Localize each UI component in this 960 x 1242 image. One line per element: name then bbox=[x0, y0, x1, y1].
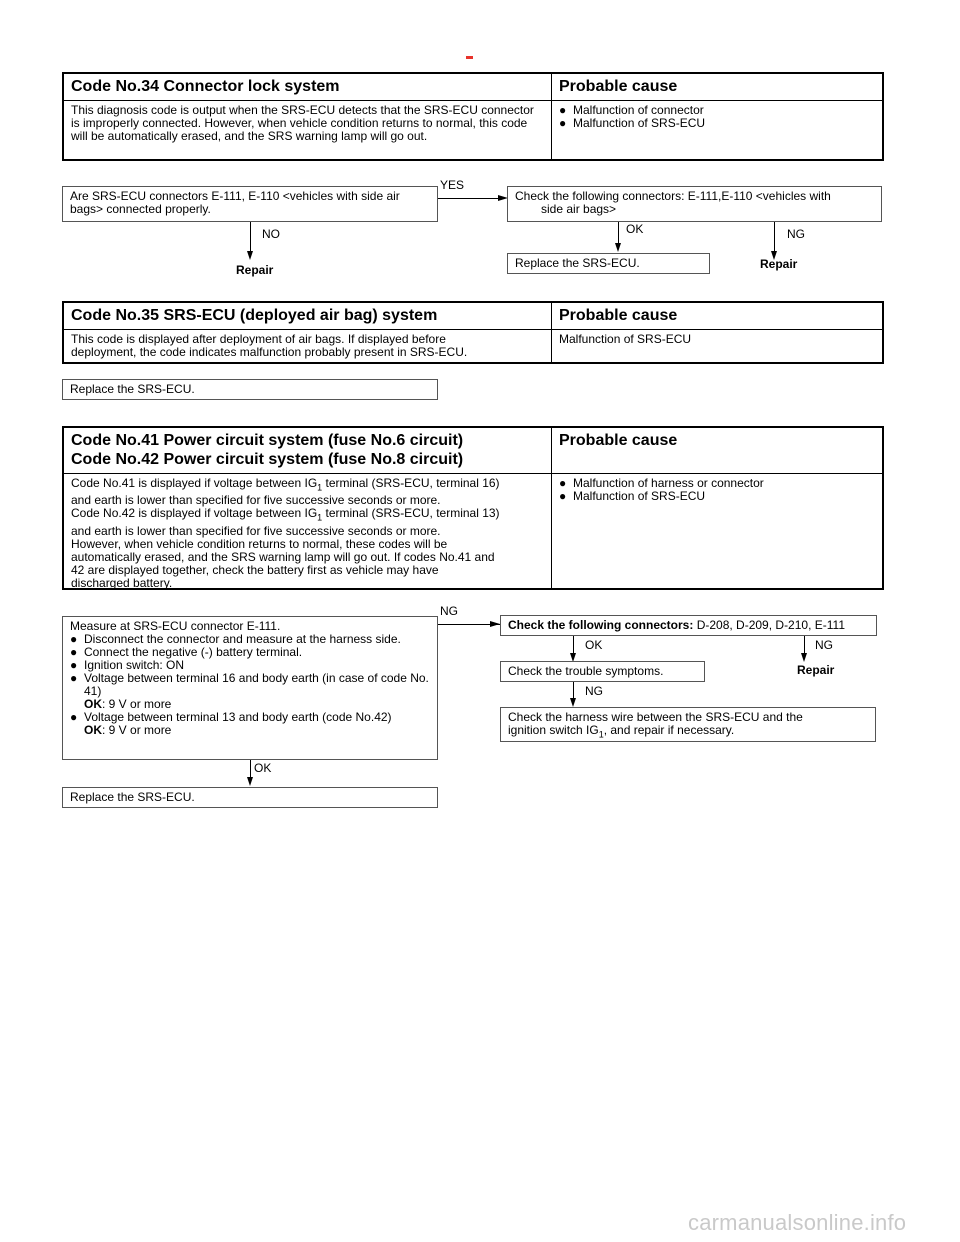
code41-title: Code No.41 Power circuit system (fuse No.6 circuit) Code No.42 Power circuit system (fuse No.8 circuit) bbox=[64, 428, 552, 473]
code34-cause-2: ● Malfunction of SRS-ECU bbox=[559, 116, 706, 130]
ng2-label: NG bbox=[585, 684, 603, 698]
code34-table bbox=[62, 72, 884, 161]
code35-table bbox=[62, 301, 884, 364]
code35-replace-box: Replace the SRS-ECU. bbox=[62, 379, 438, 400]
code34-cause-1: ● Malfunction of connector bbox=[559, 103, 704, 117]
code35-cause-header: Probable cause bbox=[559, 307, 678, 324]
code34-replace-box: Replace the SRS-ECU. bbox=[507, 253, 710, 274]
code34-description: This diagnosis code is output when the SRS-ECU detects that the SRS-ECU connector is improperly connected. However, when vehicle condition returns to normal, this code will be automatically erased, and the SRS warning lamp will go out. bbox=[64, 101, 552, 159]
ng1-arrow-icon bbox=[801, 653, 807, 662]
code41-replace-box: Replace the SRS-ECU. bbox=[62, 787, 438, 808]
code34-start-box: Are SRS-ECU connectors E-111, E-110 <vehicles with side air bags> connected properly. bbox=[62, 186, 438, 222]
yes-line bbox=[438, 198, 500, 199]
ng-label: NG bbox=[787, 227, 805, 241]
code41-measure-box: Measure at SRS-ECU connector E-111. ● Disconnect the connector and measure at the harness side. ● Connect the negative (-) battery terminal. ● Ignition switch: ON ● Voltage between terminal 16 and body earth (in case of code No. 41) OK: 9 V or more ● Voltage between terminal 13 and body earth (code No.42) OK: 9 V or more bbox=[62, 616, 438, 760]
page-marker bbox=[466, 56, 473, 59]
code41-cause-1: ● Malfunction of harness or connector bbox=[559, 476, 764, 490]
ok1-label: OK bbox=[585, 638, 603, 652]
repair-right: Repair bbox=[760, 257, 798, 271]
code35-cause: Malfunction of SRS-ECU bbox=[559, 332, 692, 346]
no-line bbox=[250, 222, 251, 252]
harness-box: Check the harness wire between the SRS-ECU and the ignition switch $IG_1$, and repair if necessary. bbox=[500, 707, 876, 742]
repair-left: Repair bbox=[236, 263, 274, 277]
ok-line bbox=[618, 222, 619, 244]
ok-arrow-icon bbox=[615, 243, 621, 252]
code41-table bbox=[62, 426, 884, 590]
no-label: NO bbox=[262, 227, 280, 241]
code35-title: Code No.35 SRS-ECU (deployed air bag) system bbox=[64, 303, 552, 329]
yes-label: YES bbox=[440, 178, 465, 192]
ng-top-label: NG bbox=[440, 604, 458, 618]
code35-description: This code is displayed after deployment of air bags. If displayed before deployment, the code indicates malfunction probably present in SRS-ECU. bbox=[64, 330, 552, 362]
ng-top-arrow-icon bbox=[490, 621, 500, 627]
ng1-label: NG bbox=[815, 638, 833, 652]
ok-bottom-label: OK bbox=[254, 761, 272, 775]
symptoms-box: Check the trouble symptoms. bbox=[500, 661, 705, 682]
ok-label: OK bbox=[626, 222, 644, 236]
no-arrow-icon bbox=[247, 251, 253, 260]
ng-line bbox=[774, 222, 775, 252]
code41-cause-2: ● Malfunction of SRS-ECU bbox=[559, 489, 706, 503]
code41-check-box: Check the following connectors: D-208, D-209, D-210, E-111 bbox=[500, 615, 877, 636]
ng2-arrow-icon bbox=[570, 698, 576, 707]
code34-cause-header: Probable cause bbox=[559, 78, 678, 95]
code34-check-box: Check the following connectors: E-111,E-110 <vehicles with side air bags> bbox=[507, 186, 882, 222]
code41-cause-header: Probable cause bbox=[559, 432, 678, 449]
repair-code41: Repair bbox=[797, 663, 835, 677]
ok-bottom-arrow-icon bbox=[247, 777, 253, 786]
code34-title: Code No.34 Connector lock system bbox=[64, 74, 552, 100]
watermark: carmanualsonline.info bbox=[688, 1210, 907, 1235]
code41-description: Code No.41 is displayed if voltage between $IG_1$ terminal (SRS-ECU, terminal 16) and earth is lower than specified for five successive seconds or more. Code No.42 is displayed if voltage between $IG_1$ terminal (SRS-ECU, terminal 13) and earth is lower than specified for five successive seconds or more. However, when vehicle condition returns to normal, these codes will be automatically erased, and the SRS warning lamp will go out. If codes No.41 and 42 are displayed together, check the battery first as vehicle may have discharged battery. bbox=[64, 474, 552, 588]
